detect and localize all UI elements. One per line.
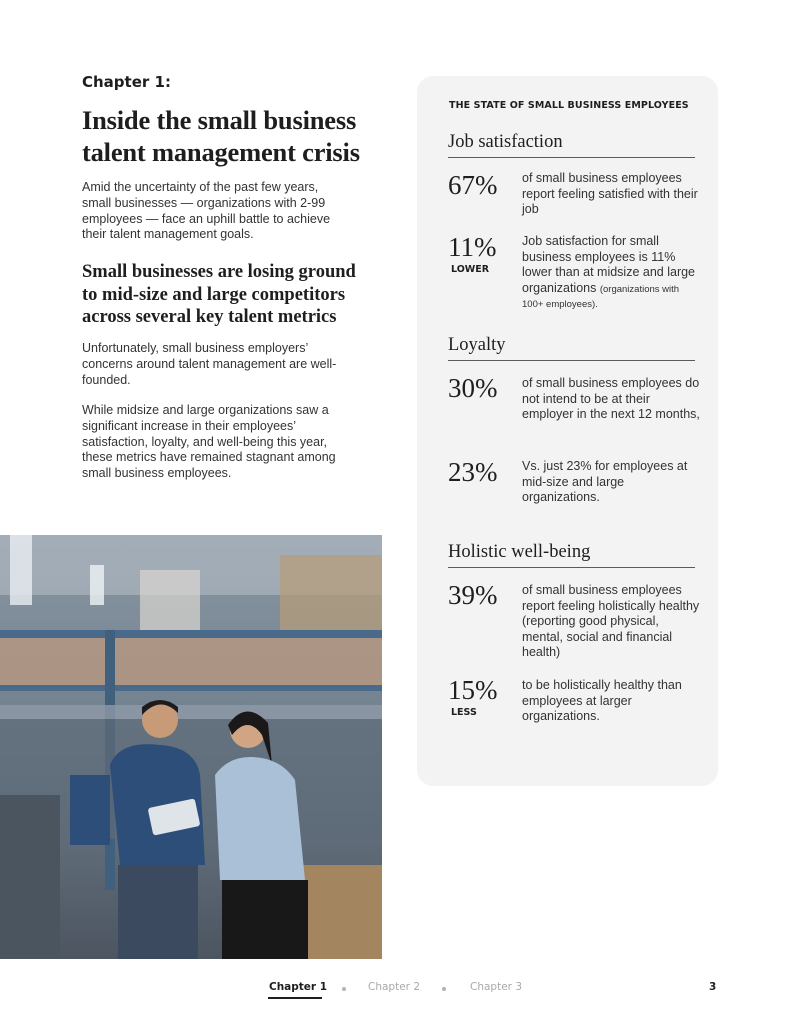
stat-description: of small business employees do not intend to be at their employer in the next 12 months, xyxy=(522,376,700,422)
section-title-loyalty: Loyalty xyxy=(448,335,695,361)
nav-separator-dot xyxy=(442,987,446,991)
intro-paragraph: Amid the uncertainty of the past few years, small businesses — organizations with 2-99 employees — face an uphill battle to achieve their talent management goals. xyxy=(82,180,331,242)
stat-value: 11% xyxy=(448,232,497,262)
stat-value: 67% xyxy=(448,170,498,200)
page-title: Inside the small business talent management crisis xyxy=(82,105,360,167)
nav-chapter-1[interactable]: Chapter 1 xyxy=(269,981,328,993)
stat-description: of small business employees report feeling satisfied with their job xyxy=(522,171,698,217)
body-paragraph-2: While midsize and large organizations saw a significant increase in their employees’ satisfaction, loyalty, and well-being this year, these metrics have remained stagnant among small business employees. xyxy=(82,403,336,481)
stat-value: 15% xyxy=(448,675,498,705)
stat-value: 39% xyxy=(448,580,498,610)
page-number: 3 xyxy=(709,981,717,993)
stat-qualifier: LESS xyxy=(451,707,477,718)
stat-value: 30% xyxy=(448,373,498,403)
nav-chapter-3[interactable]: Chapter 3 xyxy=(470,981,522,993)
panel-heading: THE STATE OF SMALL BUSINESS EMPLOYEES xyxy=(449,100,689,111)
section-subheading: Small businesses are losing ground to mid-size and large competitors across several key talent metrics xyxy=(82,262,356,327)
stat-description: Vs. just 23% for employees at mid-size and large organizations. xyxy=(522,459,688,505)
nav-chapter-2[interactable]: Chapter 2 xyxy=(368,981,420,993)
body-paragraph-1: Unfortunately, small business employers’ concerns around talent management are well-founded. xyxy=(82,341,337,387)
stat-note: (organizations with 100+ employees). xyxy=(522,283,680,311)
stat-description: Job satisfaction for small business employees is 11% lower than at midsize and large organizations (organizations with 100+ employees). xyxy=(522,234,696,311)
stat-qualifier: LOWER xyxy=(451,264,490,275)
nav-underline xyxy=(268,997,322,999)
section-title-holistic-well-being: Holistic well-being xyxy=(448,542,695,568)
stat-description: to be holistically healthy than employees at larger organizations. xyxy=(522,678,682,724)
chapter-label: Chapter 1: xyxy=(82,73,171,91)
stat-description: of small business employees report feeling holistically healthy (reporting good physical, mental, social and financial health) xyxy=(522,583,700,660)
nav-separator-dot xyxy=(342,987,346,991)
chapter-navigation xyxy=(0,981,800,1001)
section-title-job-satisfaction: Job satisfaction xyxy=(448,132,695,158)
warehouse-photo xyxy=(0,535,382,959)
stat-value: 23% xyxy=(448,457,498,487)
stats-panel xyxy=(417,76,718,786)
